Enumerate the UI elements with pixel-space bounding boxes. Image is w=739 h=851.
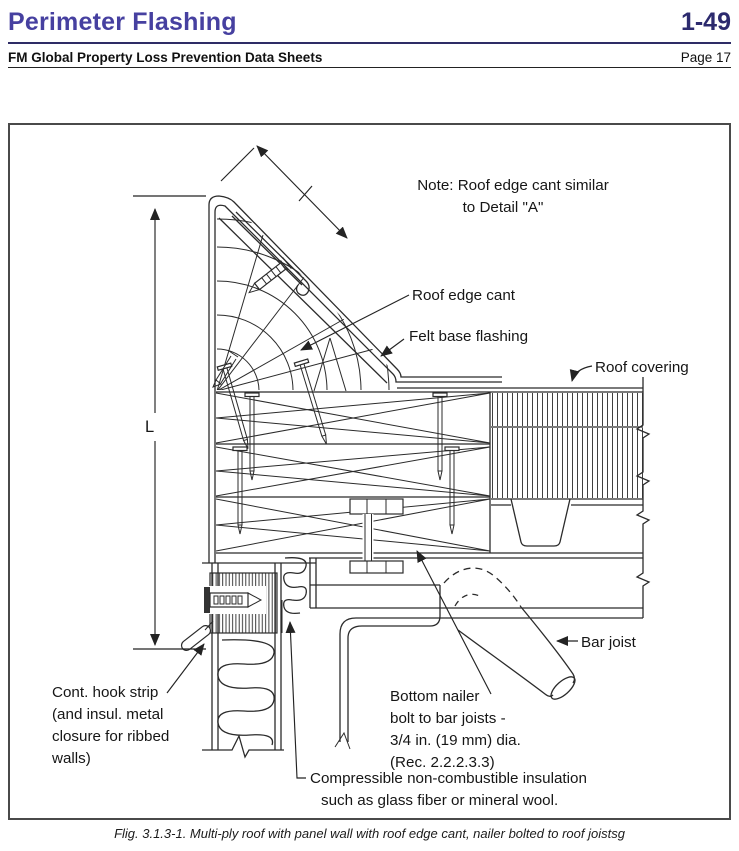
bar-joist (444, 568, 578, 703)
subheader (8, 50, 731, 65)
doc-number: 1-49 (680, 8, 731, 36)
doc-subtitle: FM Global Property Loss Prevention Data Sheets (8, 50, 323, 65)
subheader-rule (8, 67, 731, 68)
page-title: Perimeter Flashing (8, 8, 237, 36)
label-bar-joist: Bar joist (581, 634, 636, 651)
hook-strip (180, 621, 213, 652)
leader-felt-base-flashing (381, 339, 404, 356)
label-bottom-nailer-2: bolt to bar joists - (390, 710, 506, 727)
label-bottom-nailer-3: 3/4 in. (19 mm) dia. (390, 732, 521, 749)
page-header (8, 8, 731, 37)
label-compressible-1: Compressible non-combustible insulation (310, 770, 587, 787)
wall-batt-insulation (218, 640, 274, 745)
label-hook-strip-2: (and insul. metal (52, 706, 164, 723)
figure-caption: Flig. 3.1.3-1. Multi-ply roof with panel wall with roof edge cant, nailer bolted to roof joistsg (114, 826, 625, 841)
leader-hook-strip (167, 644, 204, 693)
label-compressible-2: such as glass fiber or mineral wool. (321, 792, 559, 809)
header-rule (8, 42, 731, 44)
label-roof-covering: Roof covering (595, 359, 689, 376)
leader-roof-covering (572, 366, 592, 381)
label-hook-strip-4: walls) (52, 750, 91, 767)
label-bottom-nailer-1: Bottom nailer (390, 688, 480, 705)
fastener-nails (213, 338, 459, 534)
leader-roof-edge-cant (301, 295, 409, 350)
wood-blocking-bracing (216, 392, 490, 553)
label-hook-strip-1: Cont. hook strip (52, 684, 159, 701)
roof-covering-lines (216, 388, 643, 392)
label-hook-strip-3: closure for ribbed (52, 728, 170, 745)
label-dimension-l: L (145, 418, 155, 436)
l-dimension (133, 196, 206, 649)
label-roof-edge-cant: Roof edge cant (412, 287, 516, 304)
label-bottom-nailer-4: (Rec. 2.2.2.3.3) (390, 754, 495, 771)
page-number: Page 17 (680, 50, 731, 65)
note-label-line1: Note: Roof edge cant similar (417, 177, 609, 194)
leader-compressible (290, 622, 306, 778)
note-label-line2: to Detail "A" (462, 199, 544, 216)
roof-insulation-deck (216, 393, 643, 558)
figure-box (8, 123, 731, 820)
label-felt-base-flashing: Felt base flashing (409, 328, 529, 345)
figure-diagram (10, 125, 729, 818)
cant-fan-hatch (217, 219, 389, 391)
leader-bottom-nailer (417, 551, 491, 694)
nailer-bolt (350, 499, 403, 573)
compressible-insulation (284, 558, 307, 614)
